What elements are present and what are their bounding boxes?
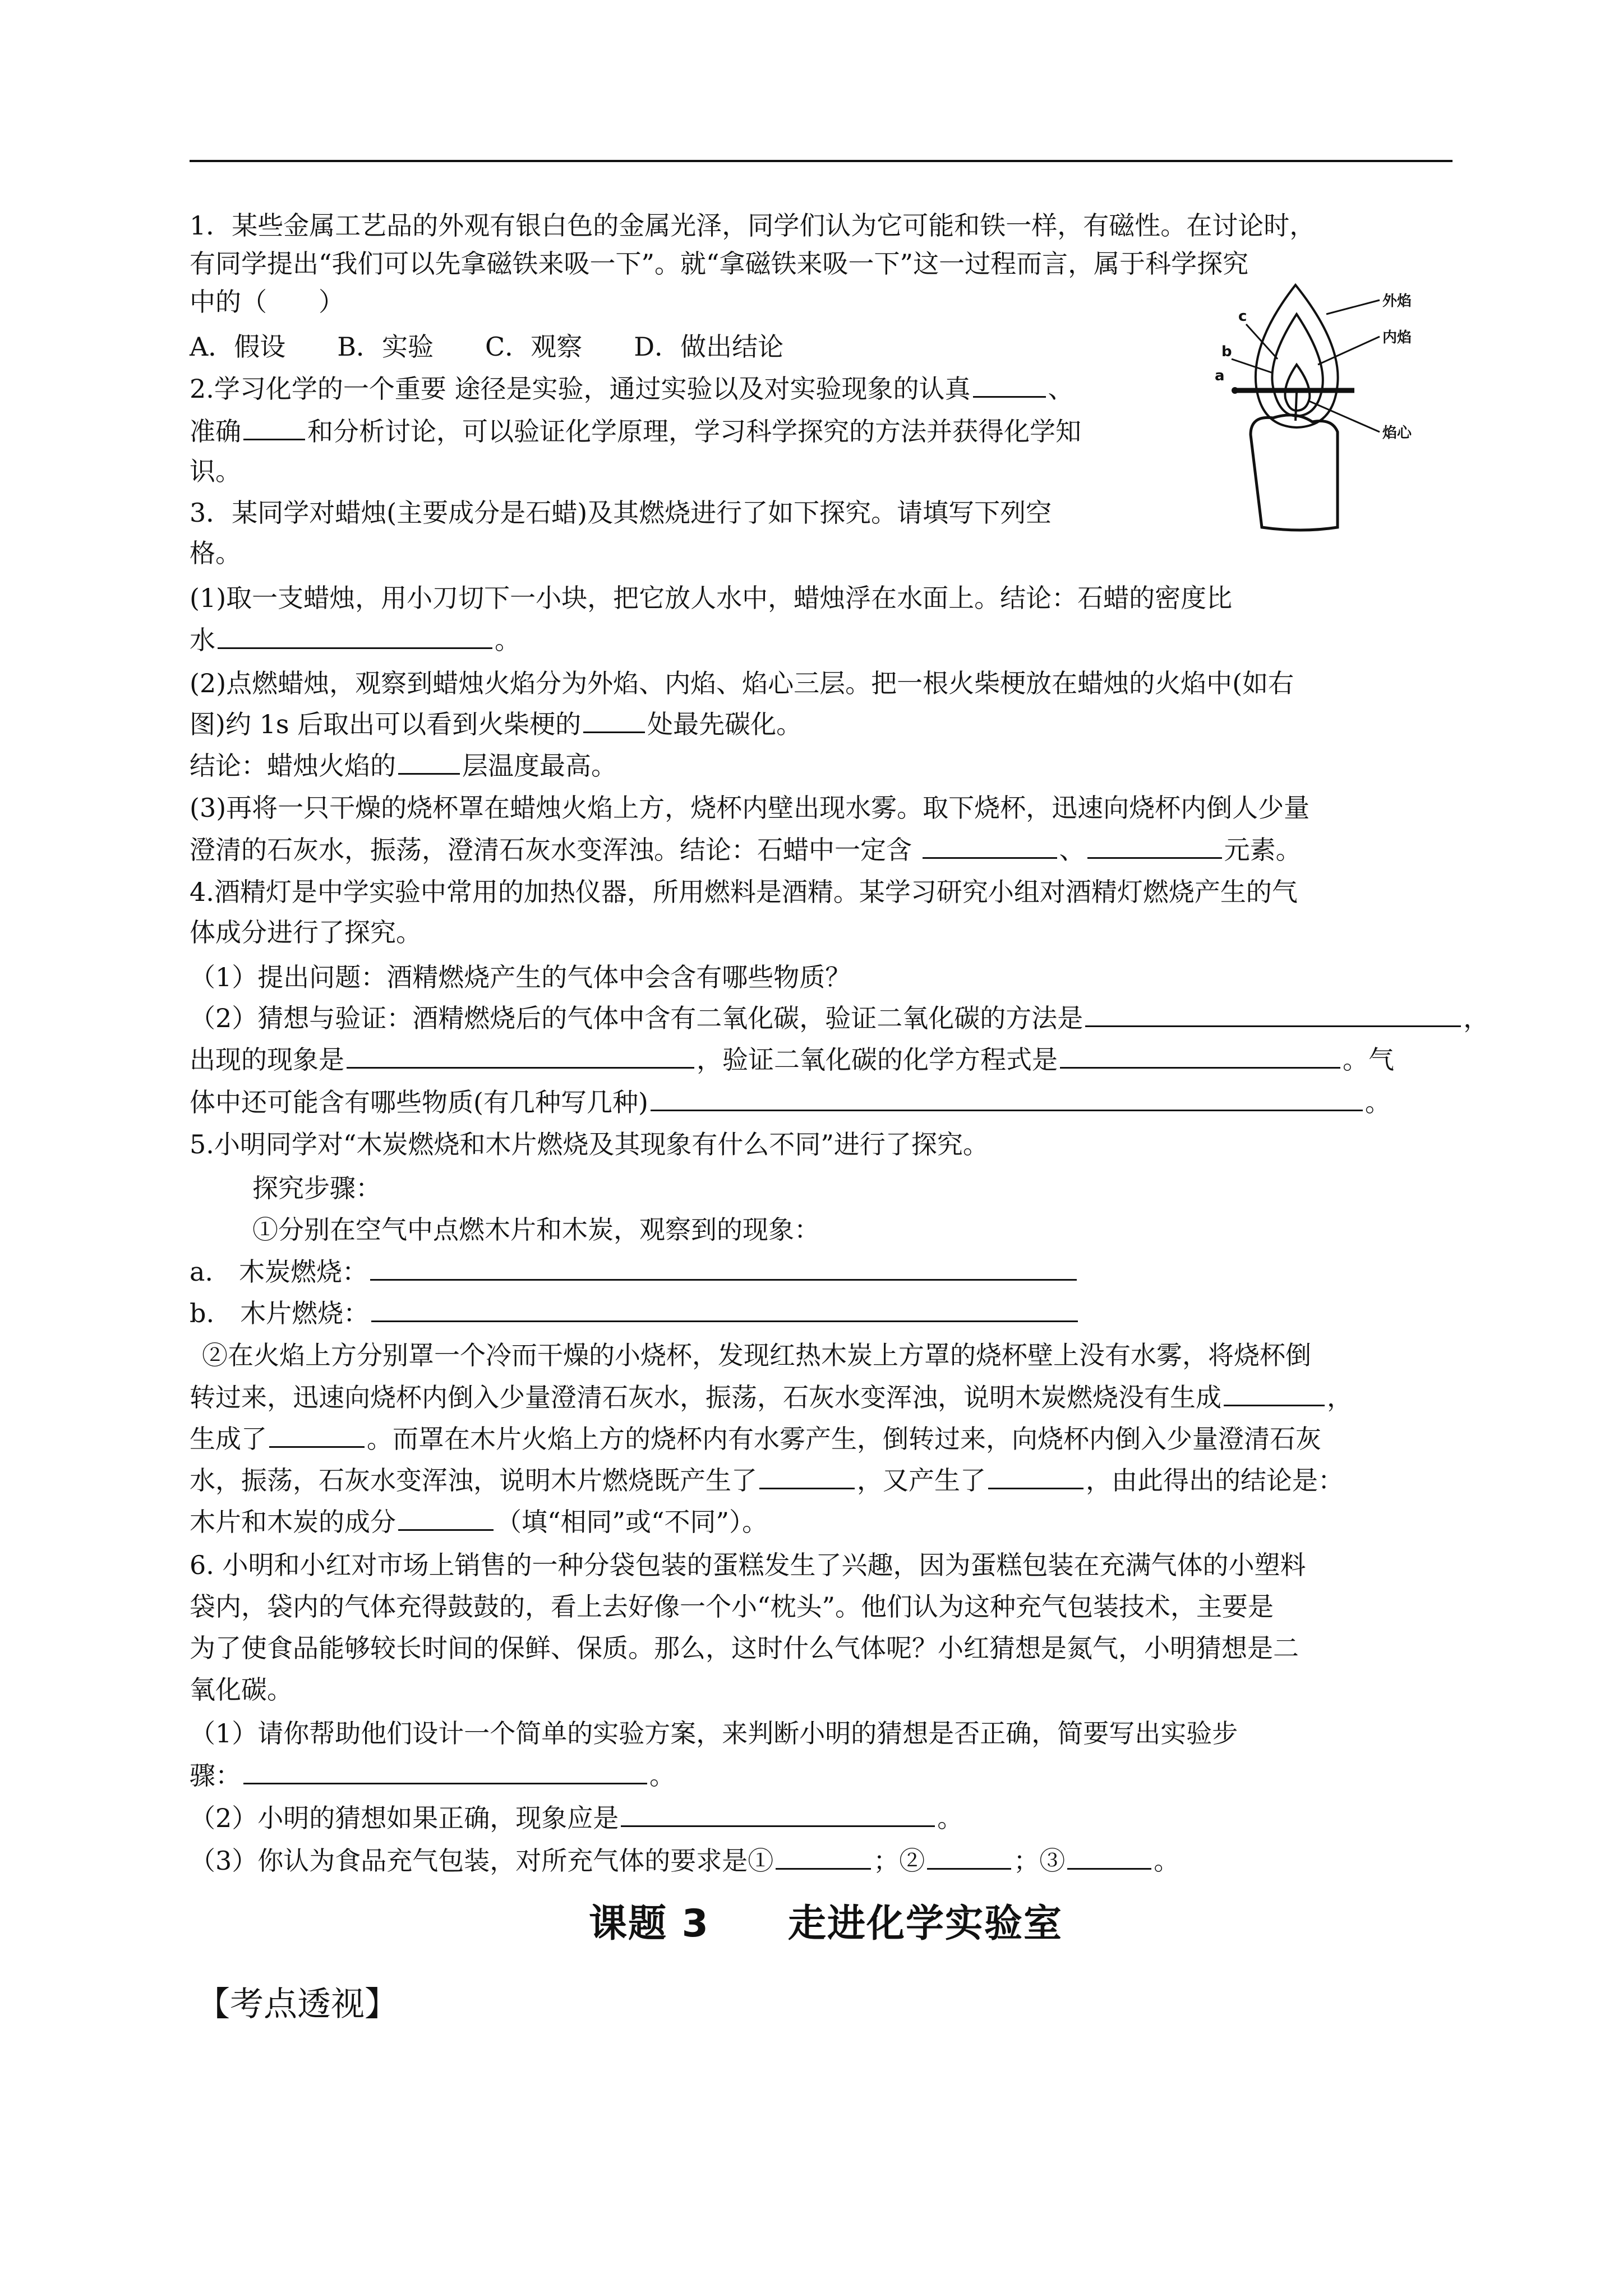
header-rule (190, 160, 1453, 162)
q2-line2: 准确 和分析讨论，可以验证化学原理，学习科学探究的方法并获得化学知 (190, 414, 1081, 448)
candle-body (1251, 415, 1338, 530)
answer-blank[interactable] (988, 1463, 1083, 1489)
q4-line2: 体成分进行了探究。 (190, 917, 422, 947)
answer-blank[interactable] (759, 1463, 855, 1489)
q1-line3: 中的（ ） (190, 287, 344, 317)
label-outer-flame: 外焰 (1382, 293, 1412, 310)
q5-step1: ①分别在空气中点燃木片和木炭，观察到的现象： (252, 1214, 820, 1245)
q3-p2-line2: 图)约 1s 后取出可以看到火柴梗的 处最先碳化。 (190, 707, 802, 741)
leader-outer (1326, 300, 1380, 314)
answer-blank[interactable] (398, 1504, 494, 1531)
answer-blank[interactable] (923, 832, 1057, 859)
q6-line4: 氧化碳。 (190, 1674, 293, 1705)
q5-s2-line3: 生成了 。而罩在木片火焰上方的烧杯内有水雾产生，倒转过来，向烧杯内倒入少量澄清石灰 (190, 1421, 1321, 1456)
q3-p3-line1: (3)再将一只干燥的烧杯罩在蜡烛火焰上方，烧杯内壁出现水雾。取下烧杯，迅速向烧杯内倒人少量 (190, 793, 1310, 823)
q4-p2-line2: 出现的现象是 ，验证二氧化碳的化学方程式是 。气 (190, 1042, 1394, 1076)
q5-steps: 探究步骤： (252, 1173, 381, 1203)
answer-blank[interactable] (1224, 1380, 1325, 1406)
q2-line1: 2.学习化学的一个重要 途径是实验，通过实验以及对实验现象的认真 、 (190, 371, 1074, 406)
q5-s2-line2: 转过来，迅速向烧杯内倒入少量澄清石灰水，振荡，石灰水变浑浊，说明木炭燃烧没有生成 ， (190, 1380, 1353, 1414)
q5-b: b. 木片燃烧： (190, 1296, 1080, 1330)
answer-blank[interactable] (269, 1421, 365, 1448)
answer-blank[interactable] (1085, 1001, 1461, 1027)
q5-s2-line4: 水，振荡，石灰水变浑浊，说明木片燃烧既产生了 ，又产生了 ，由此得出的结论是： (190, 1463, 1344, 1497)
q5-s2-line1: ②在火焰上方分别罩一个冷而干燥的小烧杯，发现红热木炭上方罩的烧杯壁上没有水雾，将烧杯倒 (202, 1340, 1311, 1370)
answer-blank[interactable] (347, 1042, 694, 1069)
q5-line1: 5.小明同学对“木炭燃烧和木片燃烧及其现象有什么不同”进行了探究。 (190, 1129, 989, 1159)
q6-p3: （3）你认为食品充气包装，对所充气体的要求是① ；② ；③ 。 (190, 1843, 1179, 1878)
q3-p1-line2: 水 。 (190, 623, 520, 657)
q4-p2-line1: （2）猜想与验证：酒精燃烧后的气体中含有二氧化碳，验证二氧化碳的方法是 ， (190, 1001, 1489, 1035)
answer-blank[interactable] (370, 1254, 1077, 1281)
flame-core (1285, 365, 1310, 411)
q6-line3: 为了使食品能够较长时间的保鲜、保质。那么，这时什么气体呢？小红猜想是氮气，小明猜想是二 (190, 1633, 1299, 1663)
q4-p2-line3: 体中还可能含有哪些物质(有几种写几种) 。 (190, 1085, 1391, 1119)
q3-line1: 3．某同学对蜡烛(主要成分是石蜡)及其燃烧进行了如下探究。请填写下列空 (190, 498, 1052, 528)
answer-blank[interactable] (583, 707, 645, 733)
q1-line1: 1．某些金属工艺品的外观有银白色的金属光泽，同学们认为它可能和铁一样，有磁性。在讨论时， (190, 210, 1316, 241)
answer-blank[interactable] (218, 623, 492, 649)
label-inner-flame: 内焰 (1382, 329, 1412, 346)
section-heading: 【考点透视】 (196, 1985, 398, 2024)
answer-blank[interactable] (243, 414, 305, 440)
label-b: b (1221, 343, 1232, 360)
q2-line3: 识。 (190, 456, 241, 486)
q3-p2-line3: 结论：蜡烛火焰的 层温度最高。 (190, 748, 617, 783)
q6-p1-line1: （1）请你帮助他们设计一个简单的实验方案，来判断小明的猜想是否正确，简要写出实验步 (190, 1718, 1238, 1749)
candle-flame-figure (1211, 280, 1447, 533)
q6-line2: 袋内，袋内的气体充得鼓鼓的，看上去好像一个小“枕头”。他们认为这种充气包装技术，主要是 (190, 1591, 1274, 1622)
answer-blank[interactable] (927, 1843, 1011, 1870)
q6-p2: （2）小明的猜想如果正确，现象应是 。 (190, 1801, 963, 1835)
q5-s2-line5: 木片和木炭的成分 （填“相同”或“不同”）。 (190, 1504, 768, 1539)
matchstick-point-a (1232, 387, 1238, 394)
q5-a: a. 木炭燃烧： (190, 1254, 1079, 1289)
answer-blank[interactable] (398, 748, 460, 775)
q3-line2: 格。 (190, 538, 241, 568)
leader-c (1246, 324, 1278, 359)
q4-line1: 4.酒精灯是中学实验中常用的加热仪器，所用燃料是酒精。某学习研究小组对酒精灯燃烧产生的气 (190, 877, 1298, 907)
answer-blank[interactable] (371, 1296, 1078, 1322)
q6-p1-line2: 骤： 。 (190, 1758, 675, 1792)
answer-blank[interactable] (1087, 832, 1222, 859)
leader-inner (1318, 337, 1380, 365)
q4-p1: （1）提出问题：酒精燃烧产生的气体中会含有哪些物质？ (190, 962, 851, 992)
answer-blank[interactable] (1067, 1843, 1151, 1870)
answer-blank[interactable] (651, 1085, 1363, 1111)
label-c: c (1238, 308, 1247, 325)
q3-p2-line1: (2)点燃蜡烛，观察到蜡烛火焰分为外焰、内焰、焰心三层。把一根火柴梗放在蜡烛的火焰中(如右 (190, 668, 1294, 698)
answer-blank[interactable] (243, 1758, 647, 1784)
q3-p1-line1: (1)取一支蜡烛，用小刀切下一小块，把它放人水中，蜡烛浮在水面上。结论：石蜡的密度比 (190, 583, 1233, 613)
q6-line1: 6. 小明和小红对市场上销售的一种分袋包装的蛋糕发生了兴趣，因为蛋糕包装在充满气体的小塑料 (190, 1550, 1306, 1580)
q1-options: A．假设 B．实验 C．观察 D．做出结论 (190, 332, 784, 362)
answer-blank[interactable] (1060, 1042, 1340, 1069)
leader-b (1232, 359, 1273, 373)
lesson-title: 课题 3 走进化学实验室 (589, 1902, 1063, 1946)
q3-p3-line2: 澄清的石灰水，振荡，澄清石灰水变浑浊。结论：石蜡中一定含 、 元素。 (190, 832, 1302, 867)
leader-core (1308, 401, 1380, 432)
answer-blank[interactable] (776, 1843, 871, 1870)
answer-blank[interactable] (621, 1801, 935, 1827)
label-flame-core: 焰心 (1382, 425, 1412, 441)
answer-blank[interactable] (973, 371, 1046, 398)
q1-line2: 有同学提出“我们可以先拿磁铁来吸一下”。就“拿磁铁来吸一下”这一过程而言，属于科学探究 (190, 249, 1249, 279)
label-a: a (1215, 367, 1225, 384)
